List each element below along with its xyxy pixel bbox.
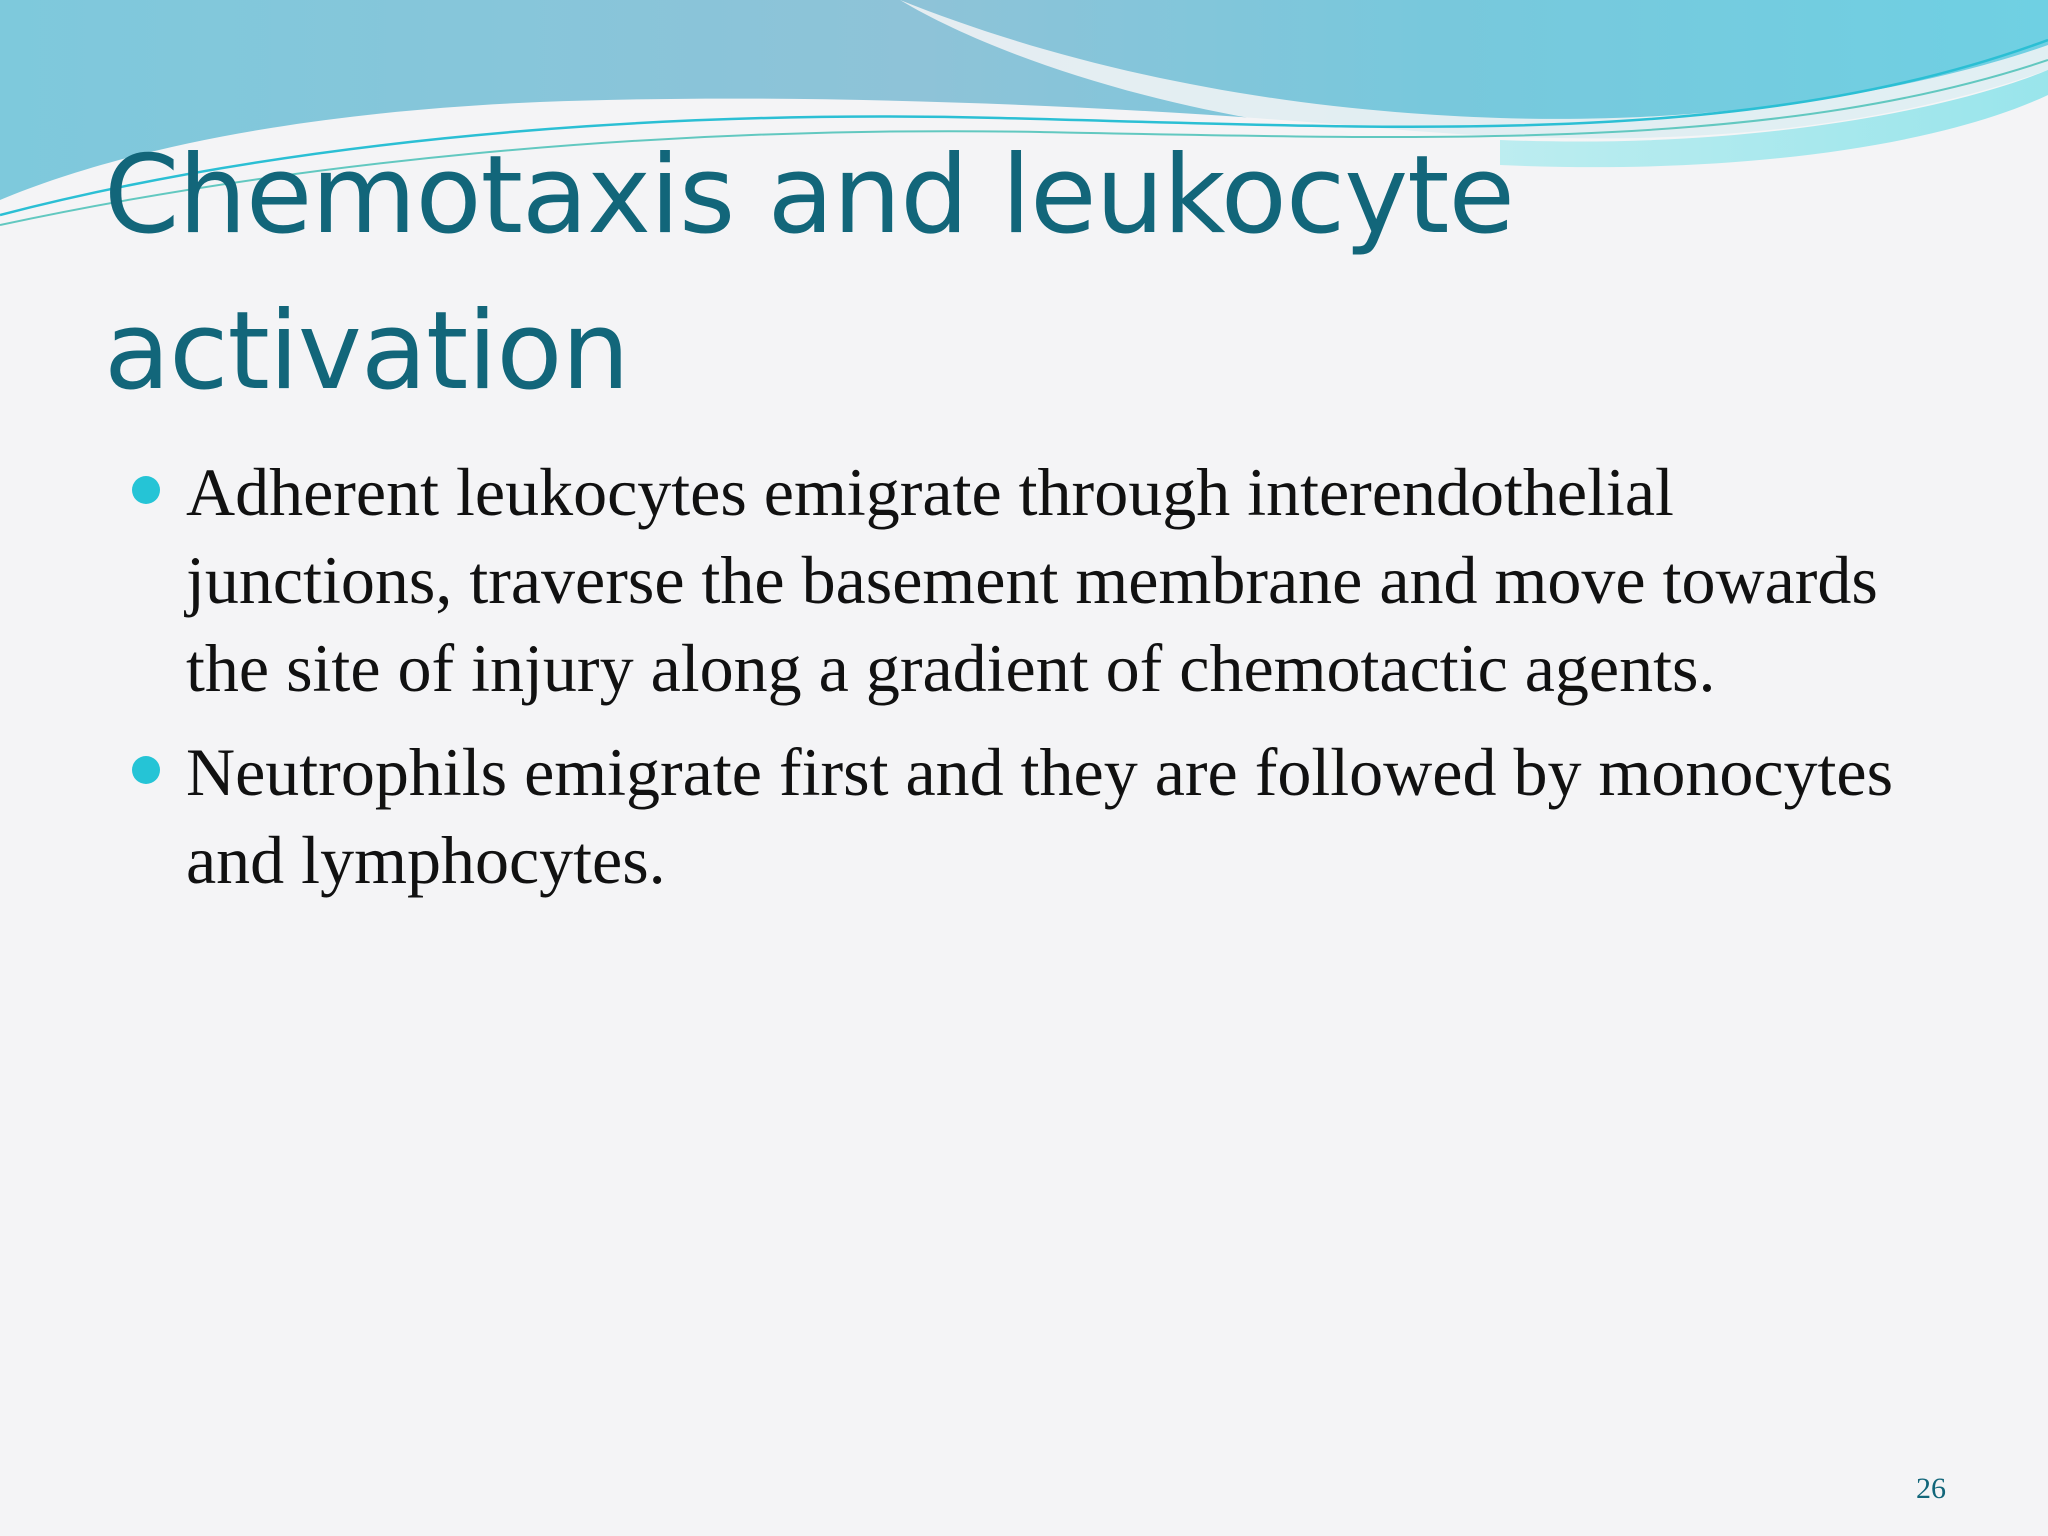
page-number: 26 xyxy=(1916,1472,1946,1505)
bullet-dot-icon xyxy=(132,756,160,784)
bullet-text: Neutrophils emigrate first and they are followed by monocytes and lymphocytes. xyxy=(186,734,1894,898)
bullet-item xyxy=(126,448,1946,712)
bullet-dot-icon xyxy=(132,476,160,504)
bullet-list xyxy=(126,448,1946,920)
bullet-text: Adherent leukocytes emigrate through interendothelial junctions, traverse the basement membrane and move towards the site of injury along a gradient of chemotactic agents. xyxy=(186,454,1878,706)
bullet-item xyxy=(126,728,1946,904)
slide-title: Chemotaxis and leukocyte activation xyxy=(104,133,1514,414)
